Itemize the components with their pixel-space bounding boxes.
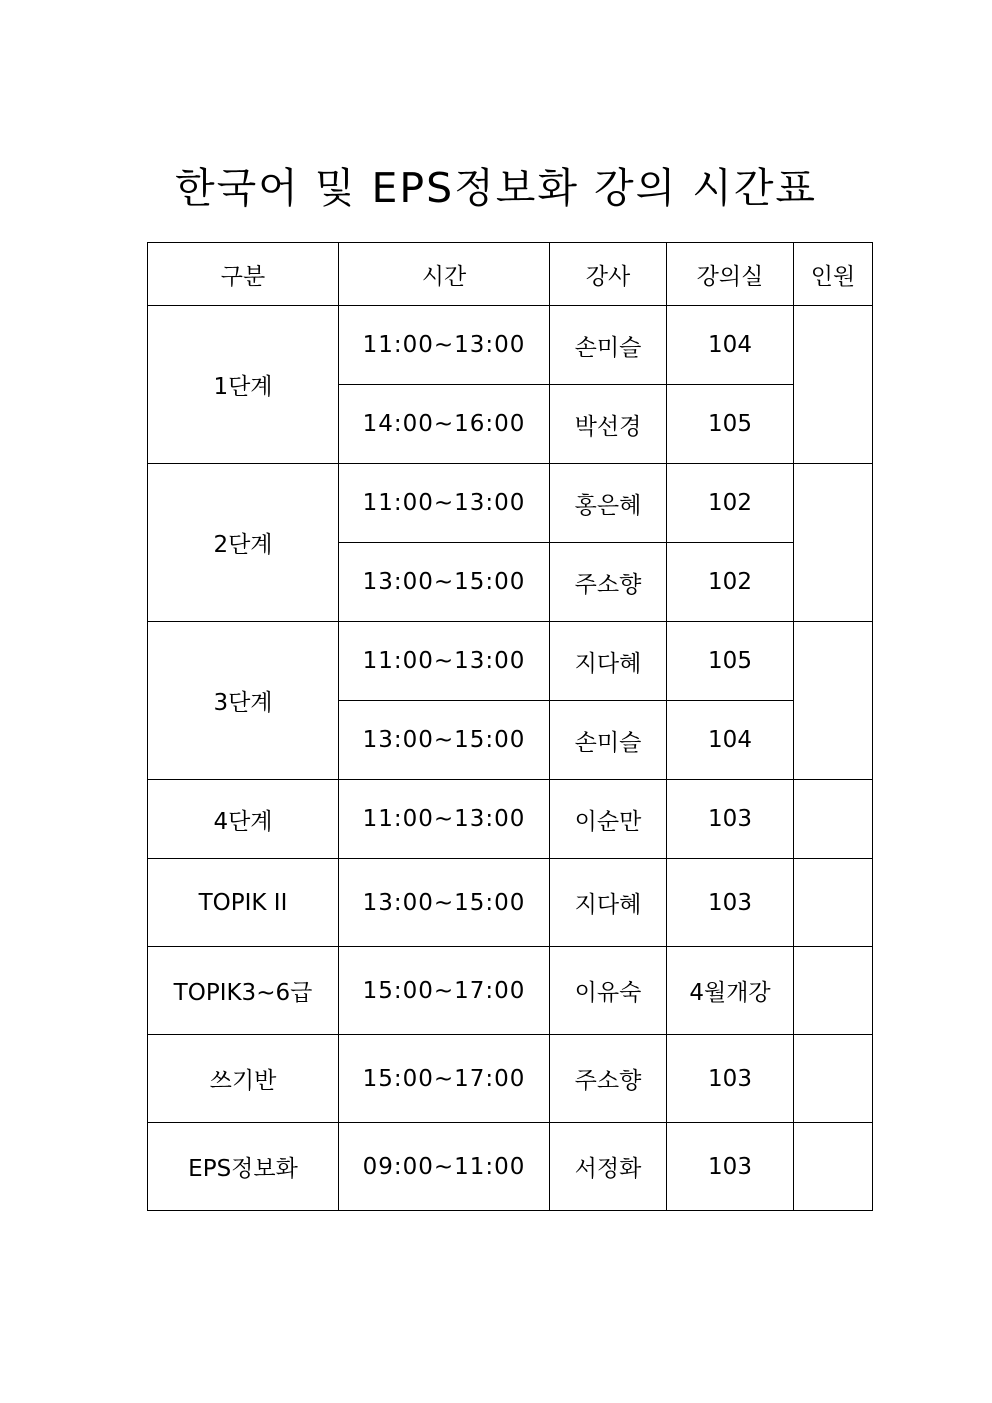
level-cell: 쓰기반 — [148, 1035, 339, 1123]
table-row — [148, 622, 873, 701]
time-cell: 13:00~15:00 — [339, 859, 550, 947]
room-cell: 4월개강 — [667, 947, 794, 1035]
header-time: 시간 — [339, 243, 550, 306]
level-cell: TOPIK II — [148, 859, 339, 947]
instructor-cell: 홍은혜 — [550, 464, 667, 543]
instructor-cell: 주소향 — [550, 1035, 667, 1123]
room-cell: 102 — [667, 543, 794, 622]
time-cell: 11:00~13:00 — [339, 306, 550, 385]
room-cell: 104 — [667, 306, 794, 385]
instructor-cell: 주소향 — [550, 543, 667, 622]
table-row — [148, 306, 873, 385]
page-title: 한국어 및 EPS정보화 강의 시간표 — [174, 164, 818, 212]
level-cell: 2단계 — [148, 464, 339, 622]
table-header-row — [148, 243, 873, 306]
time-cell: 15:00~17:00 — [339, 1035, 550, 1123]
header-category: 구분 — [148, 243, 339, 306]
headcount-cell — [794, 780, 873, 859]
room-cell: 105 — [667, 622, 794, 701]
room-cell: 103 — [667, 1123, 794, 1211]
table-row — [148, 780, 873, 859]
time-cell: 09:00~11:00 — [339, 1123, 550, 1211]
time-cell: 11:00~13:00 — [339, 780, 550, 859]
instructor-cell: 박선경 — [550, 385, 667, 464]
instructor-cell: 이순만 — [550, 780, 667, 859]
schedule-table — [147, 242, 873, 1211]
room-cell: 104 — [667, 701, 794, 780]
room-cell: 102 — [667, 464, 794, 543]
instructor-cell: 손미슬 — [550, 306, 667, 385]
level-cell: 1단계 — [148, 306, 339, 464]
room-cell: 105 — [667, 385, 794, 464]
level-cell: 4단계 — [148, 780, 339, 859]
time-cell: 11:00~13:00 — [339, 464, 550, 543]
instructor-cell: 손미슬 — [550, 701, 667, 780]
headcount-cell — [794, 1123, 873, 1211]
instructor-cell: 이유숙 — [550, 947, 667, 1035]
time-cell: 13:00~15:00 — [339, 543, 550, 622]
time-cell: 11:00~13:00 — [339, 622, 550, 701]
room-cell: 103 — [667, 780, 794, 859]
time-cell: 13:00~15:00 — [339, 701, 550, 780]
level-cell: 3단계 — [148, 622, 339, 780]
headcount-cell — [794, 859, 873, 947]
headcount-cell — [794, 947, 873, 1035]
headcount-cell — [794, 464, 873, 622]
headcount-cell — [794, 306, 873, 464]
table-row — [148, 1123, 873, 1211]
header-instructor: 강사 — [550, 243, 667, 306]
header-headcount: 인원 — [794, 243, 873, 306]
instructor-cell: 지다혜 — [550, 622, 667, 701]
level-cell: EPS정보화 — [148, 1123, 339, 1211]
headcount-cell — [794, 622, 873, 780]
instructor-cell: 지다혜 — [550, 859, 667, 947]
table-row — [148, 464, 873, 543]
headcount-cell — [794, 1035, 873, 1123]
header-room: 강의실 — [667, 243, 794, 306]
time-cell: 14:00~16:00 — [339, 385, 550, 464]
room-cell: 103 — [667, 1035, 794, 1123]
table-row — [148, 859, 873, 947]
table-row — [148, 1035, 873, 1123]
room-cell: 103 — [667, 859, 794, 947]
instructor-cell: 서정화 — [550, 1123, 667, 1211]
time-cell: 15:00~17:00 — [339, 947, 550, 1035]
level-cell: TOPIK3~6급 — [148, 947, 339, 1035]
table-row — [148, 947, 873, 1035]
